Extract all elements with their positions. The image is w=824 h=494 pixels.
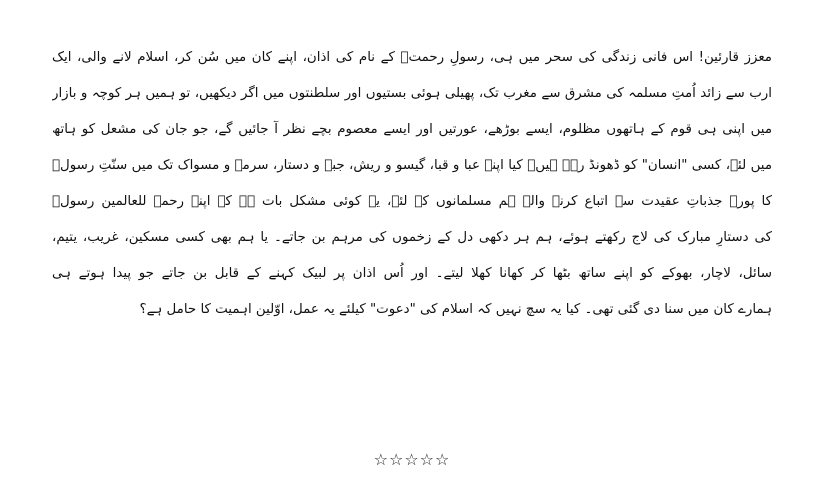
paragraph-line: معزز قارئین! اس فانی زندگی کی سحر میں ہی، رسولِ رحمتؐ کے نام کی اذان، اپنے کان میں سُن کر، اسلام لانے والی، ایک bbox=[52, 50, 772, 65]
paragraph-line: سائل، لاچار، بھوکے کو اپنے ساتھ بٹھا کر کھانا کھلا لیتے۔ اور اُس اذان پر لبیک کہنے کے قابل بن جاتے جو پیدا ہوتے ہی bbox=[52, 266, 772, 281]
star-separator: ☆☆☆☆☆ bbox=[373, 450, 451, 469]
urdu-paragraph bbox=[52, 40, 772, 328]
paragraph-line: میں لئے، کسی "انسان" کو ڈھونڈ رہے ہیں۔ کیا اپنے عبا و قبا، گیسو و ریش، جبہ و دستار، سرمہ و مسواک تک میں سنّتِ رسولؐ bbox=[52, 158, 772, 173]
paragraph-line: میں اپنی ہی قوم کے ہاتھوں مظلوم، ایسے بوڑھے، عورتیں اور ایسے معصوم بچے نظر آ جائیں گے، جو جان کی مشعل کو ہاتھ bbox=[52, 122, 772, 137]
paragraph-line: ارب سے زائد اُمتِ مسلمہ کی مشرق سے مغرب تک، پھیلی ہوئی بستیوں اور سلطنتوں میں اگر دیکھیں، تو ہمیں ہر کوچہ و بازار bbox=[52, 86, 772, 101]
paragraph-line: کی دستارِ مبارک کی لاج رکھتے ہوئے، ہم ہر دکھی دل کے زخموں کی مرہم بن جاتے۔ یا ہم بھی کسی مسکین، غریب، یتیم، bbox=[52, 230, 772, 245]
paragraph-line: کا پورے جذباتِ عقیدت سے اتباع کرنے والے ہم مسلمانوں کے لئے، یہ کوئی مشکل بات ہے کہ اپنے رحمۃ للعالمین رسولؐ bbox=[52, 194, 772, 209]
paragraph-line: ہمارے کان میں سنا دی گئی تھی۔ کیا یہ سچ نہیں کہ اسلام کی "دعوت" کیلئے یہ عمل، اوّلین اہمیت کا حامل ہے؟ bbox=[139, 302, 772, 317]
